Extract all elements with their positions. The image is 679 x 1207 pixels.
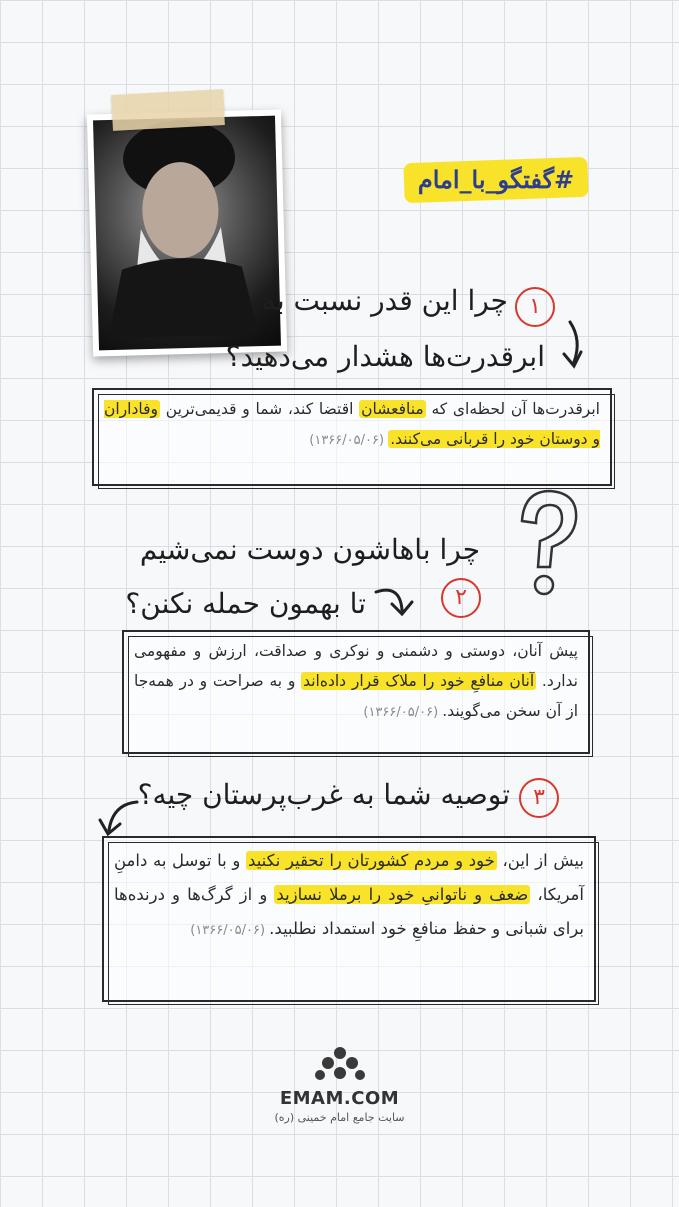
q1-answer-box [92,388,612,486]
question-number-1: ۱ [515,287,555,327]
q3-text-2: و با توسل به دامنِ آمریکا، [114,851,584,904]
q3-answer-text [114,844,584,948]
hashtag-label: #گفتگو_با_امام [417,165,575,194]
q2-title-line2: تا بهمون حمله نکنن؟ [125,587,366,620]
logo-name: EMAM.COM [279,1088,400,1109]
q3-date: (۱۳۶۶/۰۵/۰۶) [190,923,270,938]
arrow-curved-icon [548,318,588,378]
q2-highlight-1: آنان منافعِ خود را ملاک قرار داده‌اند [303,672,535,690]
q3-text-1: بیش از این، [496,851,584,870]
q1-text-2: اقتضا کند، شما و قدیمی‌ترین [160,400,360,418]
q1-highlight-2: وفاداران و دوستان خود را قربانی می‌کنند. [104,400,600,448]
q1-text-1: ابرقدرت‌ها آن لحظه‌ای که [425,400,600,418]
q2-answer-text [134,636,578,728]
q2-text-2: و به صراحت و در همه‌جا از آن سخن می‌گویند. [134,672,578,720]
q1-answer-text [104,394,600,456]
question-number-2: ۲ [441,578,481,618]
logo-subtitle: سایت جامع امام خمینی (ره) [274,1111,405,1124]
arrow-curved-icon-2 [370,584,420,624]
q3-answer-box [102,836,596,1002]
q1-date: (۱۳۶۶/۰۵/۰۶) [309,433,389,448]
q1-title-line1: چرا این قدر نسبت به [261,284,508,317]
portrait-silhouette [93,116,269,338]
q1-highlight-1: منافعشان [361,400,424,418]
q2-date: (۱۳۶۶/۰۵/۰۶) [363,705,443,720]
q1-title-line2: ابرقدرت‌ها هشدار می‌دهید؟ [225,340,545,373]
q3-text-3: و از گرگ‌ها و درنده‌ها برای شبانی و حفظ منافعِ خود استمداد نطلبید. [114,885,584,938]
q2-text-1: پیش آنان، دوستی و دشمنی و نوکری و صداقت، ارزش و مفهومی ندارد. [134,642,578,690]
portrait-image [93,116,281,351]
question-mark-doodle [506,485,586,605]
q3-highlight-2: ضعف و ناتوانیِ خود را برملا نسازید [276,885,529,904]
portrait-photo [87,110,287,357]
q2-answer-box [122,630,590,754]
q3-title: توصیه شما به غرب‌پرستان چیه؟ [137,778,510,811]
q2-title-line1: چرا باهاشون دوست نمی‌شیم [139,533,480,566]
question-number-3: ۳ [519,778,559,818]
emam-logo-icon [314,1045,366,1085]
q3-highlight-1: خود و مردم کشورتان را تحقیر نکنید [248,851,495,870]
tape-strip [111,89,225,131]
